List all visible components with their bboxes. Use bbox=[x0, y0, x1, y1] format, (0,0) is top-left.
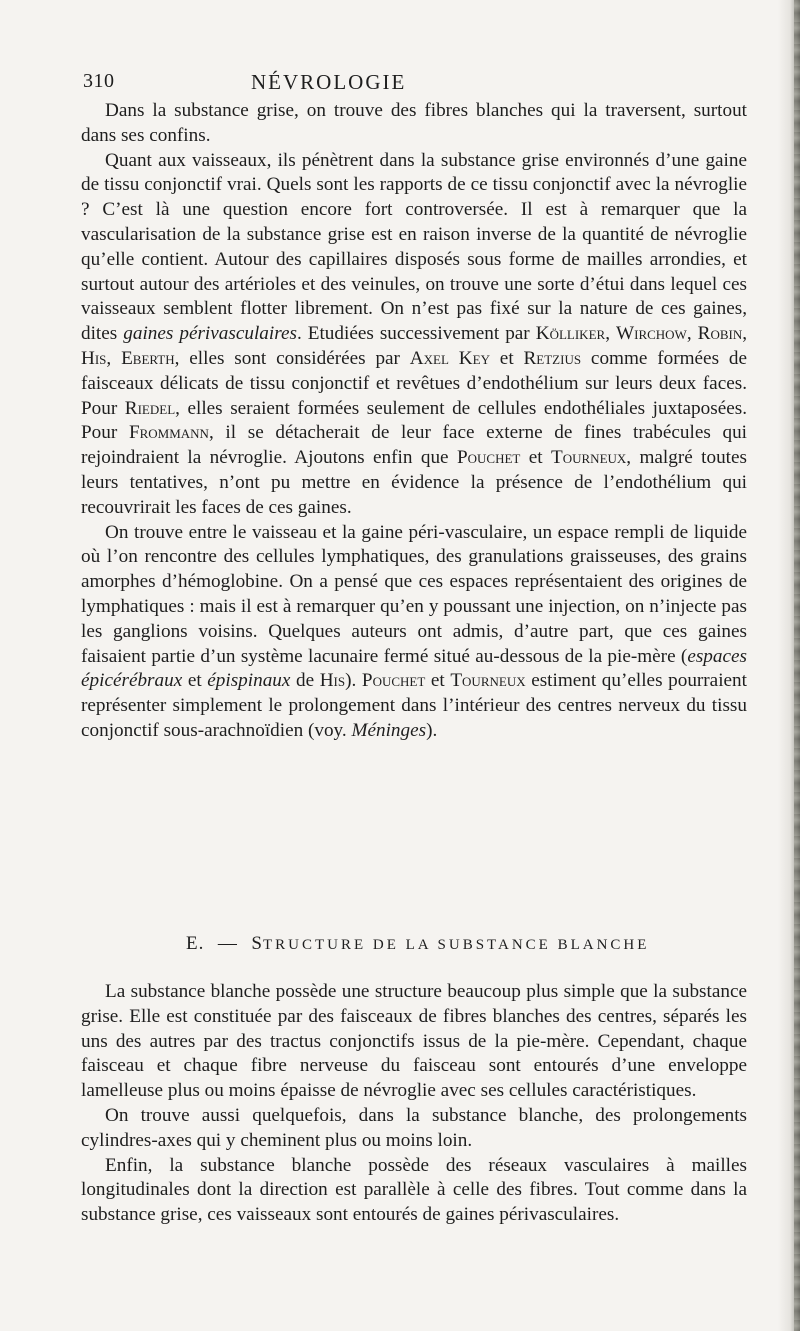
author-name: Tourneux bbox=[450, 670, 526, 692]
author-name: Frommann bbox=[128, 422, 209, 444]
heading-initial: S bbox=[251, 933, 263, 954]
author-name: Robin bbox=[697, 323, 743, 345]
paragraph: On trouve entre le vaisseau et la gaine péri-vasculaire, un espace rempli de liquide où l’on rencontre des cellules lymphatiques, des granulations graisseuses, des grains amorphes d’hémoglobine. On a pensé que ces espaces représentaient des origines de lymphatiques : mais il est à remarquer qu’en y poussant une injection, on n’injecte pas les ganglions voisins. Quelques auteurs ont admis, d’autre part, que ces gaines faisaient partie d’un système lacunaire fermé situé au-dessous de la pie-mère (espaces épicérébraux et épispinaux de His). Pouchet et Tourneux estiment qu’elles pourraient représenter simplement le prolongement dans l’intérieur des centres nerveux du tissu conjonctif sous-arachnoïdien (voy. Méninges). bbox=[81, 521, 747, 741]
author-name: Axel Key bbox=[409, 347, 490, 369]
paragraph: Quant aux vaisseaux, ils pénètrent dans la substance grise environnés d’une gaine de tissu conjonctif vrai. Quels sont les rapports de ce tissu conjonctif avec la névroglie ? C’est là une question encore fort controversée. Il est à remarquer que la vascularisation de la substance grise est en raison inverse de la quantité de névroglie qu’elle contient. Autour des capillaires disposés sous forme de mailles arrondies, et surtout autour des artérioles et des veinules, on trouve une sorte d’étui dans lequel ces vaisseaux semblent flotter librement. On n’est pas fixé sur la nature de ces gaines, dites gaines périvasculaires. Etudiées successivement par Kölliker, Wirchow, Robin, His, Eberth, elles sont considérées par Axel Key et Retzius comme formées de faisceaux délicats de tissu conjonctif et revêtues d’endothélium sur leurs deux faces. Pour Riedel, elles seraient formées seulement de cellules endothéliales juxtaposées. Pour Frommann, il se détacherait de leur face externe de fines trabécules qui rejoindraient la névroglie. Ajoutons enfin que Pouchet et Tourneux, malgré toutes leurs tentatives, n’ont pu mettre en évidence la présence de l’endothélium qui recouvrirait les faces de ces gaines. bbox=[81, 149, 748, 518]
italic-term: Méninges bbox=[351, 719, 427, 741]
author-name: Wirchow bbox=[616, 323, 687, 345]
heading-dash: — bbox=[217, 933, 238, 954]
body-text-section-d bbox=[81, 99, 747, 744]
author-name: Tourneux bbox=[551, 447, 627, 469]
section-letter: E. bbox=[186, 933, 205, 954]
page-header bbox=[83, 70, 743, 94]
author-name: His bbox=[319, 670, 346, 692]
running-title: NÉVROLOGIE bbox=[251, 70, 407, 94]
italic-term: gaines périvasculaires bbox=[123, 323, 297, 345]
paragraph: Dans la substance grise, on trouve des fibres blanches qui la traversent, surtout dans ses confins. bbox=[81, 100, 747, 146]
author-name: Pouchet bbox=[456, 447, 521, 469]
section-heading bbox=[186, 933, 649, 955]
author-name: Kölliker bbox=[535, 323, 606, 345]
heading-title: TRUCTURE DE LA SUBSTANCE BLANCHE bbox=[262, 937, 650, 953]
body-text-section-e bbox=[81, 980, 747, 1228]
author-name: Retzius bbox=[523, 347, 582, 369]
italic-term: épispinaux bbox=[207, 670, 291, 692]
italic-term: espaces épicérébraux bbox=[81, 645, 747, 692]
author-name: Eberth bbox=[121, 347, 175, 369]
page-number: 310 bbox=[83, 70, 115, 92]
author-name: Riedel bbox=[124, 397, 176, 419]
paragraph: La substance blanche possède une structure beaucoup plus simple que la substance grise. Elle est constituée par des faisceaux de fibres blanches des centres, séparés les uns des autres par des tractus conjonctifs issus de la pie-mère. Cependant, chaque faisceau et chaque fibre nerveuse du faisceau sont entourés d’une enveloppe lamelleuse plus ou moins épaisse de névroglie avec ses cellules caractéristiques. bbox=[81, 981, 747, 1102]
paragraph: Enfin, la substance blanche possède des réseaux vasculaires à mailles longitudinales dont la direction est parallèle à celle des fibres. Tout comme dans la substance grise, ces vaisseaux sont entourés de gaines périvasculaires. bbox=[81, 1154, 747, 1226]
author-name: His bbox=[81, 347, 107, 369]
page-edge-strip bbox=[794, 0, 800, 1331]
author-name: Pouchet bbox=[361, 670, 426, 692]
paragraph: On trouve aussi quelquefois, dans la substance blanche, des prolongements cylindres-axes qui y cheminent plus ou moins loin. bbox=[81, 1104, 747, 1151]
